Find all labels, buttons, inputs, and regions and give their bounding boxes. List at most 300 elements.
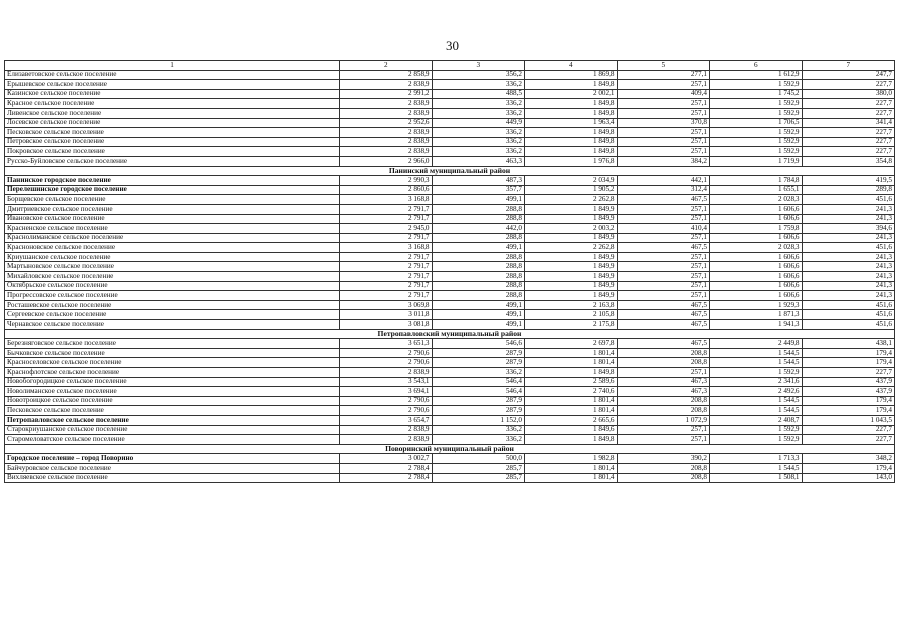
value-cell: 257,1 <box>617 147 710 157</box>
table-row <box>5 473 895 483</box>
value-cell: 208,8 <box>617 348 710 358</box>
value-cell: 2 034,9 <box>525 176 618 186</box>
value-cell: 285,7 <box>432 473 525 483</box>
value-cell: 499,1 <box>432 195 525 205</box>
value-cell: 1 592,9 <box>710 147 803 157</box>
value-cell: 227,7 <box>802 425 895 435</box>
settlement-name: Криушанское сельское поселение <box>5 252 340 262</box>
table-row <box>5 89 895 99</box>
value-cell: 1 849,8 <box>525 435 618 445</box>
value-cell: 488,5 <box>432 89 525 99</box>
table-row <box>5 118 895 128</box>
table-row <box>5 415 895 425</box>
value-cell: 390,2 <box>617 454 710 464</box>
value-cell: 1 801,4 <box>525 406 618 416</box>
value-cell: 1 801,4 <box>525 463 618 473</box>
value-cell: 288,8 <box>432 204 525 214</box>
value-cell: 2 740,6 <box>525 387 618 397</box>
value-cell: 257,1 <box>617 214 710 224</box>
value-cell: 1 801,4 <box>525 396 618 406</box>
value-cell: 1 849,9 <box>525 252 618 262</box>
value-cell: 1 869,8 <box>525 70 618 80</box>
settlement-name: Прогрессовское сельское поселение <box>5 291 340 301</box>
table-row <box>5 233 895 243</box>
value-cell: 1 849,9 <box>525 204 618 214</box>
value-cell: 499,1 <box>432 320 525 330</box>
table-row <box>5 300 895 310</box>
value-cell: 288,8 <box>432 262 525 272</box>
value-cell: 227,7 <box>802 128 895 138</box>
value-cell: 1 849,8 <box>525 137 618 147</box>
value-cell: 208,8 <box>617 358 710 368</box>
value-cell: 1 592,9 <box>710 99 803 109</box>
value-cell: 336,2 <box>432 435 525 445</box>
value-cell: 2 838,9 <box>340 108 433 118</box>
table-row <box>5 156 895 166</box>
value-cell: 1 592,9 <box>710 425 803 435</box>
value-cell: 1 982,8 <box>525 454 618 464</box>
value-cell: 1 655,1 <box>710 185 803 195</box>
table-row <box>5 137 895 147</box>
value-cell: 241,3 <box>802 214 895 224</box>
value-cell: 1 544,5 <box>710 463 803 473</box>
value-cell: 288,8 <box>432 252 525 262</box>
value-cell: 1 849,6 <box>525 425 618 435</box>
value-cell: 257,1 <box>617 233 710 243</box>
settlement-name: Новолиманское сельское поселение <box>5 387 340 397</box>
value-cell: 257,1 <box>617 99 710 109</box>
table-row <box>5 320 895 330</box>
table-row <box>5 463 895 473</box>
settlement-name: Красненское сельское поселение <box>5 224 340 234</box>
value-cell: 2 105,8 <box>525 310 618 320</box>
table-row <box>5 195 895 205</box>
value-cell: 1 719,9 <box>710 156 803 166</box>
value-cell: 241,3 <box>802 272 895 282</box>
settlement-name: Новобогородицкое сельское поселение <box>5 377 340 387</box>
table-row <box>5 99 895 109</box>
value-cell: 2 790,6 <box>340 358 433 368</box>
value-cell: 1 544,5 <box>710 406 803 416</box>
value-cell: 546,4 <box>432 387 525 397</box>
table-row <box>5 387 895 397</box>
district-heading-row <box>5 166 895 176</box>
table-row <box>5 108 895 118</box>
value-cell: 419,5 <box>802 176 895 186</box>
value-cell: 467,3 <box>617 387 710 397</box>
value-cell: 1 606,6 <box>710 272 803 282</box>
value-cell: 1 606,6 <box>710 281 803 291</box>
value-cell: 499,1 <box>432 300 525 310</box>
value-cell: 467,5 <box>617 243 710 253</box>
value-cell: 451,6 <box>802 195 895 205</box>
settlement-name: Старомеловатское сельское поселение <box>5 435 340 445</box>
settlement-name: Старокриушанское сельское поселение <box>5 425 340 435</box>
value-cell: 2 838,9 <box>340 80 433 90</box>
value-cell: 438,1 <box>802 339 895 349</box>
value-cell: 277,1 <box>617 70 710 80</box>
value-cell: 2 966,0 <box>340 156 433 166</box>
value-cell: 380,0 <box>802 89 895 99</box>
value-cell: 1 849,8 <box>525 99 618 109</box>
value-cell: 1 544,5 <box>710 396 803 406</box>
value-cell: 2 175,8 <box>525 320 618 330</box>
value-cell: 1 849,8 <box>525 80 618 90</box>
value-cell: 1 606,6 <box>710 252 803 262</box>
value-cell: 2 492,6 <box>710 387 803 397</box>
value-cell: 2 449,8 <box>710 339 803 349</box>
value-cell: 1 941,3 <box>710 320 803 330</box>
value-cell: 179,4 <box>802 406 895 416</box>
value-cell: 1 592,9 <box>710 108 803 118</box>
value-cell: 241,3 <box>802 281 895 291</box>
settlement-name: Петровское сельское поселение <box>5 137 340 147</box>
value-cell: 2 790,6 <box>340 406 433 416</box>
settlement-name: Красноселовское сельское поселение <box>5 358 340 368</box>
value-cell: 1 706,5 <box>710 118 803 128</box>
table-row <box>5 252 895 262</box>
value-cell: 410,4 <box>617 224 710 234</box>
value-cell: 370,8 <box>617 118 710 128</box>
value-cell: 179,4 <box>802 348 895 358</box>
column-number: 3 <box>432 61 525 71</box>
value-cell: 1 849,9 <box>525 291 618 301</box>
value-cell: 241,3 <box>802 291 895 301</box>
value-cell: 2 790,6 <box>340 396 433 406</box>
value-cell: 2 665,6 <box>525 415 618 425</box>
value-cell: 467,5 <box>617 320 710 330</box>
settlement-name: Русско-Буйловское сельское поселение <box>5 156 340 166</box>
value-cell: 3 654,7 <box>340 415 433 425</box>
settlement-name: Панинское городское поселение <box>5 176 340 186</box>
value-cell: 257,1 <box>617 425 710 435</box>
value-cell: 336,2 <box>432 137 525 147</box>
settlement-name: Чернавское сельское поселение <box>5 320 340 330</box>
settlement-name: Красное сельское поселение <box>5 99 340 109</box>
value-cell: 2 838,9 <box>340 425 433 435</box>
value-cell: 227,7 <box>802 108 895 118</box>
value-cell: 2 791,7 <box>340 204 433 214</box>
value-cell: 2 697,8 <box>525 339 618 349</box>
value-cell: 2 163,8 <box>525 300 618 310</box>
value-cell: 487,3 <box>432 176 525 186</box>
value-cell: 2 791,7 <box>340 281 433 291</box>
value-cell: 288,8 <box>432 291 525 301</box>
value-cell: 257,1 <box>617 281 710 291</box>
value-cell: 2 952,6 <box>340 118 433 128</box>
value-cell: 2 788,4 <box>340 463 433 473</box>
value-cell: 241,3 <box>802 204 895 214</box>
value-cell: 336,2 <box>432 368 525 378</box>
value-cell: 257,1 <box>617 137 710 147</box>
column-number: 2 <box>340 61 433 71</box>
settlement-name: Казинское сельское поселение <box>5 89 340 99</box>
value-cell: 289,8 <box>802 185 895 195</box>
value-cell: 341,4 <box>802 118 895 128</box>
value-cell: 500,0 <box>432 454 525 464</box>
value-cell: 463,3 <box>432 156 525 166</box>
settlement-name: Ерышевское сельское поселение <box>5 80 340 90</box>
value-cell: 227,7 <box>802 80 895 90</box>
column-number: 5 <box>617 61 710 71</box>
settlement-name: Дмитриевское сельское поселение <box>5 204 340 214</box>
value-cell: 241,3 <box>802 262 895 272</box>
settlement-name: Сергеевское сельское поселение <box>5 310 340 320</box>
value-cell: 287,9 <box>432 348 525 358</box>
value-cell: 1 849,8 <box>525 368 618 378</box>
value-cell: 3 002,7 <box>340 454 433 464</box>
value-cell: 179,4 <box>802 358 895 368</box>
value-cell: 1 152,0 <box>432 415 525 425</box>
value-cell: 3 011,8 <box>340 310 433 320</box>
table-row <box>5 310 895 320</box>
value-cell: 3 694,1 <box>340 387 433 397</box>
value-cell: 499,1 <box>432 243 525 253</box>
value-cell: 312,4 <box>617 185 710 195</box>
table-row <box>5 272 895 282</box>
value-cell: 208,8 <box>617 463 710 473</box>
value-cell: 1 849,8 <box>525 108 618 118</box>
table-row <box>5 224 895 234</box>
value-cell: 467,5 <box>617 339 710 349</box>
value-cell: 354,8 <box>802 156 895 166</box>
table-row <box>5 176 895 186</box>
column-number: 6 <box>710 61 803 71</box>
table-row <box>5 454 895 464</box>
value-cell: 1 592,9 <box>710 435 803 445</box>
value-cell: 336,2 <box>432 128 525 138</box>
value-cell: 546,4 <box>432 377 525 387</box>
value-cell: 227,7 <box>802 435 895 445</box>
settlement-name: Городское поселение – город Поворино <box>5 454 340 464</box>
value-cell: 1 849,9 <box>525 281 618 291</box>
value-cell: 3 651,3 <box>340 339 433 349</box>
value-cell: 1 976,8 <box>525 156 618 166</box>
settlement-name: Краснофлотское сельское поселение <box>5 368 340 378</box>
value-cell: 451,6 <box>802 243 895 253</box>
value-cell: 451,6 <box>802 300 895 310</box>
value-cell: 336,2 <box>432 147 525 157</box>
value-cell: 2 791,7 <box>340 233 433 243</box>
value-cell: 2 791,7 <box>340 214 433 224</box>
value-cell: 257,1 <box>617 435 710 445</box>
value-cell: 1 606,6 <box>710 204 803 214</box>
value-cell: 2 990,3 <box>340 176 433 186</box>
value-cell: 1 849,9 <box>525 233 618 243</box>
value-cell: 1 043,5 <box>802 415 895 425</box>
value-cell: 467,5 <box>617 300 710 310</box>
value-cell: 442,0 <box>432 224 525 234</box>
value-cell: 2 341,6 <box>710 377 803 387</box>
table-row <box>5 291 895 301</box>
column-number: 7 <box>802 61 895 71</box>
value-cell: 1 801,4 <box>525 358 618 368</box>
value-cell: 546,6 <box>432 339 525 349</box>
value-cell: 2 838,9 <box>340 128 433 138</box>
value-cell: 227,7 <box>802 99 895 109</box>
value-cell: 257,1 <box>617 262 710 272</box>
value-cell: 2 838,9 <box>340 137 433 147</box>
value-cell: 1 929,3 <box>710 300 803 310</box>
value-cell: 247,7 <box>802 70 895 80</box>
value-cell: 1 592,9 <box>710 80 803 90</box>
table-row <box>5 185 895 195</box>
value-cell: 227,7 <box>802 137 895 147</box>
value-cell: 3 081,8 <box>340 320 433 330</box>
value-cell: 287,9 <box>432 358 525 368</box>
value-cell: 257,1 <box>617 128 710 138</box>
value-cell: 1 612,9 <box>710 70 803 80</box>
value-cell: 2 791,7 <box>340 272 433 282</box>
value-cell: 143,0 <box>802 473 895 483</box>
value-cell: 257,1 <box>617 272 710 282</box>
value-cell: 336,2 <box>432 108 525 118</box>
table-row <box>5 80 895 90</box>
table-row <box>5 358 895 368</box>
value-cell: 208,8 <box>617 396 710 406</box>
value-cell: 257,1 <box>617 252 710 262</box>
settlement-name: Песковское сельское поселение <box>5 128 340 138</box>
value-cell: 467,5 <box>617 195 710 205</box>
column-number-row <box>5 61 895 71</box>
value-cell: 241,3 <box>802 233 895 243</box>
value-cell: 288,8 <box>432 272 525 282</box>
settlement-name: Ливенское сельское поселение <box>5 108 340 118</box>
value-cell: 2 791,7 <box>340 291 433 301</box>
table-row <box>5 368 895 378</box>
value-cell: 1 759,8 <box>710 224 803 234</box>
settlement-name: Байчуровское сельское поселение <box>5 463 340 473</box>
value-cell: 257,1 <box>617 368 710 378</box>
value-cell: 357,7 <box>432 185 525 195</box>
value-cell: 336,2 <box>432 99 525 109</box>
value-cell: 1 849,8 <box>525 128 618 138</box>
value-cell: 288,8 <box>432 214 525 224</box>
district-heading: Панинский муниципальный район <box>5 166 895 176</box>
settlement-name: Березняговское сельское поселение <box>5 339 340 349</box>
settlement-name: Бычковское сельское поселение <box>5 348 340 358</box>
table-row <box>5 243 895 253</box>
value-cell: 1 592,9 <box>710 128 803 138</box>
table-row <box>5 147 895 157</box>
value-cell: 1 849,9 <box>525 214 618 224</box>
value-cell: 2 028,3 <box>710 243 803 253</box>
value-cell: 1 801,4 <box>525 348 618 358</box>
district-heading: Поворинский муниципальный район <box>5 444 895 454</box>
value-cell: 356,2 <box>432 70 525 80</box>
value-cell: 241,3 <box>802 252 895 262</box>
value-cell: 2 791,7 <box>340 252 433 262</box>
table-row <box>5 128 895 138</box>
value-cell: 384,2 <box>617 156 710 166</box>
value-cell: 437,9 <box>802 377 895 387</box>
value-cell: 3 168,8 <box>340 195 433 205</box>
column-number: 1 <box>5 61 340 71</box>
table-row <box>5 262 895 272</box>
value-cell: 3 069,8 <box>340 300 433 310</box>
table-row <box>5 339 895 349</box>
value-cell: 2 262,8 <box>525 195 618 205</box>
settlement-name: Лосевское сельское поселение <box>5 118 340 128</box>
value-cell: 285,7 <box>432 463 525 473</box>
value-cell: 1 849,9 <box>525 272 618 282</box>
value-cell: 288,8 <box>432 281 525 291</box>
value-cell: 257,1 <box>617 108 710 118</box>
value-cell: 2 408,7 <box>710 415 803 425</box>
value-cell: 1 606,6 <box>710 233 803 243</box>
table-row <box>5 281 895 291</box>
value-cell: 2 838,9 <box>340 368 433 378</box>
district-heading-row <box>5 329 895 339</box>
settlement-name: Перелешинское городское поселение <box>5 185 340 195</box>
value-cell: 257,1 <box>617 291 710 301</box>
value-cell: 467,5 <box>617 310 710 320</box>
value-cell: 2 262,8 <box>525 243 618 253</box>
settlement-name: Михайловское сельское поселение <box>5 272 340 282</box>
value-cell: 2 028,3 <box>710 195 803 205</box>
value-cell: 2 791,7 <box>340 262 433 272</box>
table-row <box>5 396 895 406</box>
value-cell: 437,9 <box>802 387 895 397</box>
settlement-name: Елизаветовское сельское поселение <box>5 70 340 80</box>
value-cell: 2 945,0 <box>340 224 433 234</box>
settlement-name: Вихляевское сельское поселение <box>5 473 340 483</box>
value-cell: 257,1 <box>617 204 710 214</box>
table-row <box>5 377 895 387</box>
value-cell: 348,2 <box>802 454 895 464</box>
value-cell: 336,2 <box>432 425 525 435</box>
settlement-name: Новотроицкое сельское поселение <box>5 396 340 406</box>
column-number: 4 <box>525 61 618 71</box>
value-cell: 336,2 <box>432 80 525 90</box>
value-cell: 2 991,2 <box>340 89 433 99</box>
value-cell: 1 745,2 <box>710 89 803 99</box>
table-row <box>5 435 895 445</box>
value-cell: 1 963,4 <box>525 118 618 128</box>
value-cell: 2 858,9 <box>340 70 433 80</box>
table-row <box>5 204 895 214</box>
value-cell: 1 849,9 <box>525 262 618 272</box>
table-row <box>5 348 895 358</box>
value-cell: 1 508,1 <box>710 473 803 483</box>
settlement-name: Красноновское сельское поселение <box>5 243 340 253</box>
value-cell: 2 790,6 <box>340 348 433 358</box>
value-cell: 1 072,9 <box>617 415 710 425</box>
value-cell: 1 905,2 <box>525 185 618 195</box>
value-cell: 394,6 <box>802 224 895 234</box>
value-cell: 2 003,2 <box>525 224 618 234</box>
value-cell: 1 592,9 <box>710 137 803 147</box>
data-table <box>4 60 895 483</box>
table-row <box>5 214 895 224</box>
value-cell: 1 849,8 <box>525 147 618 157</box>
value-cell: 1 871,3 <box>710 310 803 320</box>
value-cell: 208,8 <box>617 406 710 416</box>
settlement-name: Ивановское сельское поселение <box>5 214 340 224</box>
value-cell: 227,7 <box>802 147 895 157</box>
table-row <box>5 406 895 416</box>
value-cell: 287,9 <box>432 406 525 416</box>
value-cell: 1 592,9 <box>710 368 803 378</box>
value-cell: 1 713,3 <box>710 454 803 464</box>
settlement-name: Краснолиманское сельское поселение <box>5 233 340 243</box>
value-cell: 1 801,4 <box>525 473 618 483</box>
value-cell: 208,8 <box>617 473 710 483</box>
settlement-name: Росташевское сельское поселение <box>5 300 340 310</box>
value-cell: 3 168,8 <box>340 243 433 253</box>
value-cell: 442,1 <box>617 176 710 186</box>
value-cell: 1 544,5 <box>710 348 803 358</box>
